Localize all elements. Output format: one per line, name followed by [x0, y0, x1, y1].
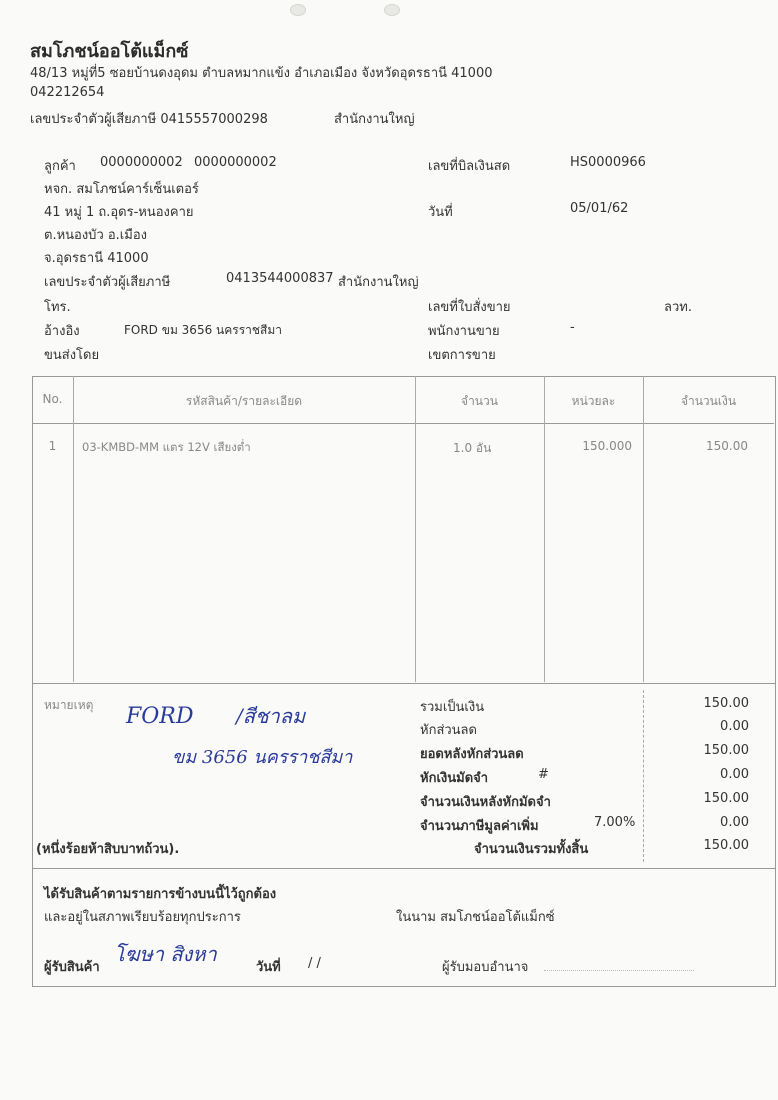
- company-phone: 042212654: [30, 85, 105, 100]
- receipt-date-blank: / /: [308, 956, 321, 971]
- bill-number-label: เลขที่บิลเงินสด: [428, 159, 511, 174]
- phone-label: โทร.: [44, 300, 71, 315]
- company-tax-id: เลขประจำตัวผู้เสียภาษี 0415557000298: [30, 112, 268, 127]
- row-quantity: 1.0 อัน: [453, 441, 492, 455]
- sales-order-label: เลขที่ใบสั่งขาย: [428, 300, 511, 315]
- subtotal-label: รวมเป็นเงิน: [420, 700, 485, 715]
- after-discount-value: 150.00: [703, 743, 749, 758]
- customer-tax-id: 0413544000837: [226, 271, 334, 286]
- on-behalf-of: ในนาม สมโภชน์ออโต้แม็กซ์: [396, 910, 555, 925]
- receiver-label: ผู้รับสินค้า: [44, 960, 100, 975]
- remark-label: หมายเหตุ: [44, 698, 94, 712]
- table-header-divider: [32, 423, 774, 424]
- handwritten-note-ford: FORD: [126, 704, 194, 729]
- punch-hole: [384, 4, 400, 16]
- shipping-label: ขนส่งโดย: [44, 348, 100, 363]
- deposit-label: หักเงินมัดจำ: [420, 771, 489, 786]
- after-deposit-value: 150.00: [703, 791, 749, 806]
- row-amount: 150.00: [706, 439, 748, 453]
- row-unit-price: 150.000: [582, 439, 632, 453]
- handwritten-note-color: /สีชาลม: [236, 704, 306, 728]
- vat-rate: 7.00%: [594, 815, 636, 830]
- header-quantity: จำนวน: [461, 394, 498, 408]
- header-amount: จำนวนเงิน: [680, 394, 737, 408]
- col-divider: [73, 376, 74, 682]
- sales-area-label: เขตการขาย: [428, 348, 496, 363]
- grand-total-value: 150.00: [703, 838, 749, 853]
- vat-value: 0.00: [720, 815, 749, 830]
- discount-label: หักส่วนลด: [420, 723, 477, 738]
- customer-address-3: จ.อุดรธานี 41000: [44, 251, 149, 266]
- bill-date: 05/01/62: [570, 201, 629, 216]
- customer-address-2: ต.หนองบัว อ.เมือง: [44, 228, 147, 243]
- after-deposit-label: จำนวนเงินหลังหักมัดจำ: [420, 795, 551, 810]
- header-no: No.: [42, 392, 63, 406]
- customer-code-1: 0000000002: [100, 155, 183, 170]
- col-divider: [643, 376, 644, 682]
- customer-name: หจก. สมโภชน์คาร์เซ็นเตอร์: [44, 182, 199, 197]
- col-divider: [415, 376, 416, 682]
- authorized-label: ผู้รับมอบอำนาจ: [442, 960, 529, 975]
- reference-label: อ้างอิง: [44, 324, 80, 339]
- receipt-date-label: วันที่: [256, 960, 281, 975]
- receipt-line-2: และอยู่ในสภาพเรียบร้อยทุกประการ: [44, 910, 241, 925]
- punch-hole: [290, 4, 306, 16]
- customer-branch: สำนักงานใหญ่: [338, 275, 419, 290]
- handwritten-note-plate: ขม 3656 นครราชสีมา: [172, 747, 353, 768]
- amount-in-words: (หนึ่งร้อยห้าสิบบาทถ้วน).: [36, 842, 180, 857]
- sales-order-suffix: ลวท.: [664, 300, 692, 315]
- company-name: สมโภชน์ออโต้แม็กซ์: [30, 41, 189, 62]
- grand-total-label: จำนวนเงินรวมทั้งสิ้น: [474, 842, 589, 857]
- vat-label: จำนวนภาษีมูลค่าเพิ่ม: [420, 819, 539, 834]
- customer-label: ลูกค้า: [44, 159, 76, 174]
- customer-address-1: 41 หมู่ 1 ถ.อุดร-หนองคาย: [44, 205, 194, 220]
- receipt-line-1: ได้รับสินค้าตามรายการข้างบนนี้ไว้ถูกต้อง: [44, 887, 277, 902]
- col-divider: [544, 376, 545, 682]
- after-discount-label: ยอดหลังหักส่วนลด: [420, 747, 524, 762]
- date-label: วันที่: [428, 205, 453, 220]
- deposit-mark: #: [538, 767, 549, 782]
- customer-code-2: 0000000002: [194, 155, 277, 170]
- header-unit-price: หน่วยละ: [571, 394, 616, 408]
- salesperson-value: -: [570, 320, 575, 335]
- salesperson-label: พนักงานขาย: [428, 324, 500, 339]
- deposit-value: 0.00: [720, 767, 749, 782]
- reference-value: FORD ขม 3656 นครราชสีมา: [124, 323, 282, 337]
- company-branch: สำนักงานใหญ่: [334, 112, 415, 127]
- subtotal-value: 150.00: [703, 696, 749, 711]
- row-no: 1: [48, 439, 57, 453]
- receiver-signature: โฆษา สิงหา: [114, 942, 217, 966]
- company-address: 48/13 หมู่ที่5 ซอยบ้านดงอุดม ตำบลหมากแข้ง อำเภอเมือง จังหวัดอุดรธานี 41000: [30, 66, 493, 81]
- discount-value: 0.00: [720, 719, 749, 734]
- row-description: 03-KMBD-MM แตร 12V เสียงต่ำ: [82, 440, 251, 454]
- authorized-signature-line: [544, 970, 694, 971]
- header-description: รหัสสินค้า/รายละเอียด: [185, 394, 303, 408]
- customer-tax-label: เลขประจำตัวผู้เสียภาษี: [44, 275, 171, 290]
- bill-number: HS0000966: [570, 155, 646, 170]
